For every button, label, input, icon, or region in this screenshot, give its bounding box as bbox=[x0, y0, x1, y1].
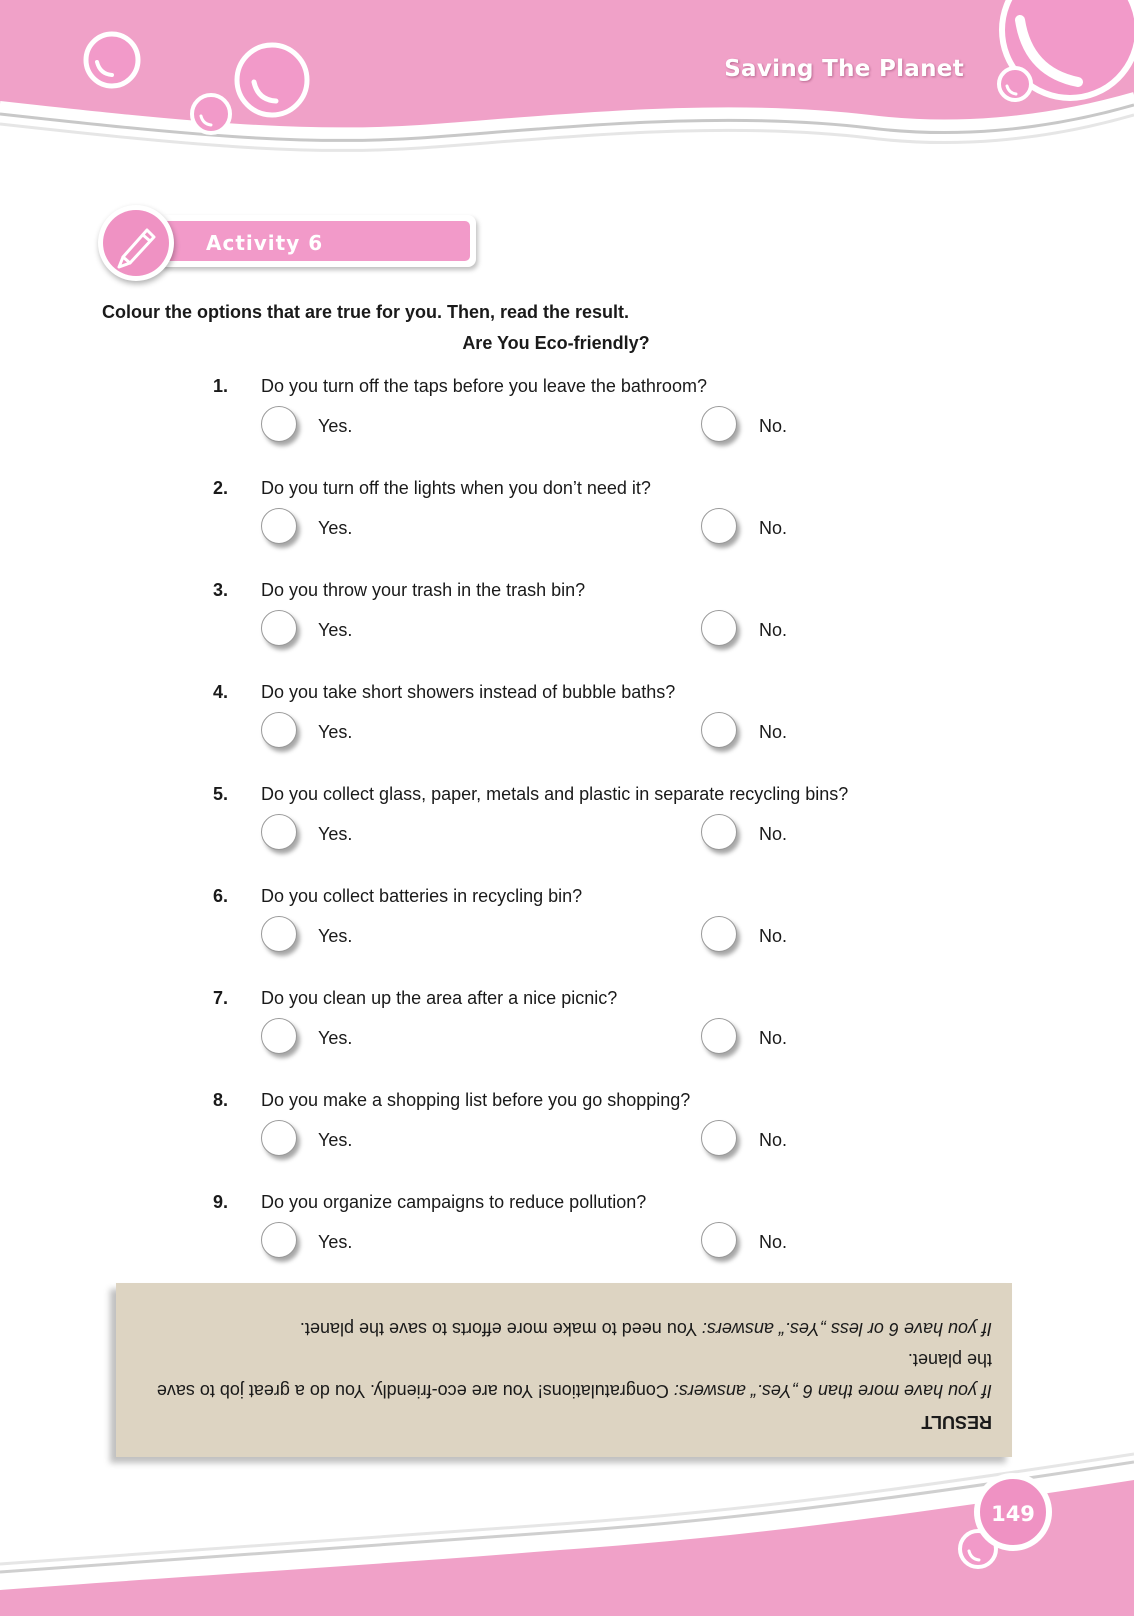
no-option-circle[interactable] bbox=[701, 814, 737, 850]
question-text: Do you throw your trash in the trash bin? bbox=[261, 580, 586, 600]
yes-option-circle[interactable] bbox=[261, 1222, 297, 1258]
question-number: 6. bbox=[213, 886, 229, 906]
question-number: 5. bbox=[213, 784, 229, 804]
result-less-lead: If you have 6 or less „Yes.“ answers: bbox=[701, 1319, 992, 1339]
yes-option-label: Yes. bbox=[318, 1130, 353, 1150]
yes-option-label: Yes. bbox=[318, 416, 353, 436]
question-number: 9. bbox=[213, 1192, 229, 1212]
result-more-lead: If you have more than 6 „Yes.“ answers: bbox=[673, 1381, 992, 1401]
yes-option-label: Yes. bbox=[318, 824, 353, 844]
yes-option-label: Yes. bbox=[318, 722, 353, 742]
no-option-label: No. bbox=[759, 620, 788, 640]
no-option-label: No. bbox=[759, 824, 788, 844]
yes-option-label: Yes. bbox=[318, 926, 353, 946]
yes-option-circle[interactable] bbox=[261, 610, 297, 646]
quiz-title: Are You Eco-friendly? bbox=[462, 333, 650, 353]
activity-icon-circle bbox=[98, 205, 174, 281]
no-option-circle[interactable] bbox=[701, 1120, 737, 1156]
yes-option-circle[interactable] bbox=[261, 1120, 297, 1156]
question-number: 4. bbox=[213, 682, 229, 702]
activity-badge bbox=[98, 205, 398, 285]
yes-option-label: Yes. bbox=[318, 620, 353, 640]
yes-option-label: Yes. bbox=[318, 1028, 353, 1048]
page-number: 149 bbox=[991, 1502, 1035, 1526]
question-text: Do you clean up the area after a nice picnic? bbox=[261, 988, 618, 1008]
question-number: 1. bbox=[213, 376, 229, 396]
yes-option-circle[interactable] bbox=[261, 712, 297, 748]
no-option-label: No. bbox=[759, 1232, 788, 1252]
result-less-text: You need to make more efforts to save the planet. bbox=[299, 1319, 702, 1339]
result-more-than-six bbox=[138, 1344, 992, 1406]
no-option-circle[interactable] bbox=[701, 712, 737, 748]
footer-banner bbox=[0, 1440, 1134, 1616]
bubble-icon bbox=[237, 45, 307, 115]
yes-option-circle[interactable] bbox=[261, 814, 297, 850]
question-text: Do you make a shopping list before you go shopping? bbox=[261, 1090, 691, 1110]
bubble-icon bbox=[999, 68, 1031, 100]
result-more-text: Congratulations! You are eco-friendly. You do a great job to save the planet. bbox=[156, 1350, 992, 1401]
activity-label: Activity 6 bbox=[206, 231, 324, 255]
yes-option-circle[interactable] bbox=[261, 508, 297, 544]
pencil-icon bbox=[103, 210, 169, 276]
header-banner bbox=[0, 0, 1134, 170]
yes-option-label: Yes. bbox=[318, 1232, 353, 1252]
result-box bbox=[116, 1283, 1012, 1457]
question-number: 7. bbox=[213, 988, 229, 1008]
no-option-label: No. bbox=[759, 518, 788, 538]
question-text: Do you collect glass, paper, metals and plastic in separate recycling bins? bbox=[261, 784, 849, 804]
question-text: Do you turn off the taps before you leave the bathroom? bbox=[261, 376, 707, 396]
yes-option-circle[interactable] bbox=[261, 916, 297, 952]
question-number: 3. bbox=[213, 580, 229, 600]
no-option-label: No. bbox=[759, 1028, 788, 1048]
result-six-or-less bbox=[138, 1313, 992, 1344]
result-content bbox=[116, 1283, 1012, 1457]
no-option-label: No. bbox=[759, 722, 788, 742]
result-title: RESULT bbox=[921, 1412, 992, 1432]
no-option-circle[interactable] bbox=[701, 406, 737, 442]
no-option-circle[interactable] bbox=[701, 1222, 737, 1258]
yes-option-circle[interactable] bbox=[261, 1018, 297, 1054]
question-number: 2. bbox=[213, 478, 229, 498]
no-option-circle[interactable] bbox=[701, 610, 737, 646]
no-option-circle[interactable] bbox=[701, 508, 737, 544]
question-number: 8. bbox=[213, 1090, 229, 1110]
question-text: Do you turn off the lights when you don’t need it? bbox=[261, 478, 651, 498]
page-header-title: Saving The Planet bbox=[724, 56, 964, 82]
question-text: Do you take short showers instead of bubble baths? bbox=[261, 682, 676, 702]
no-option-circle[interactable] bbox=[701, 916, 737, 952]
bubble-icon bbox=[192, 95, 230, 133]
question-text: Do you organize campaigns to reduce pollution? bbox=[261, 1192, 647, 1212]
bubble-icon bbox=[86, 34, 138, 86]
no-option-label: No. bbox=[759, 926, 788, 946]
question-text: Do you collect batteries in recycling bin? bbox=[261, 886, 583, 906]
no-option-label: No. bbox=[759, 416, 788, 436]
no-option-circle[interactable] bbox=[701, 1018, 737, 1054]
instruction: Colour the options that are true for you. Then, read the result. bbox=[102, 302, 630, 322]
yes-option-circle[interactable] bbox=[261, 406, 297, 442]
yes-option-label: Yes. bbox=[318, 518, 353, 538]
no-option-label: No. bbox=[759, 1130, 788, 1150]
